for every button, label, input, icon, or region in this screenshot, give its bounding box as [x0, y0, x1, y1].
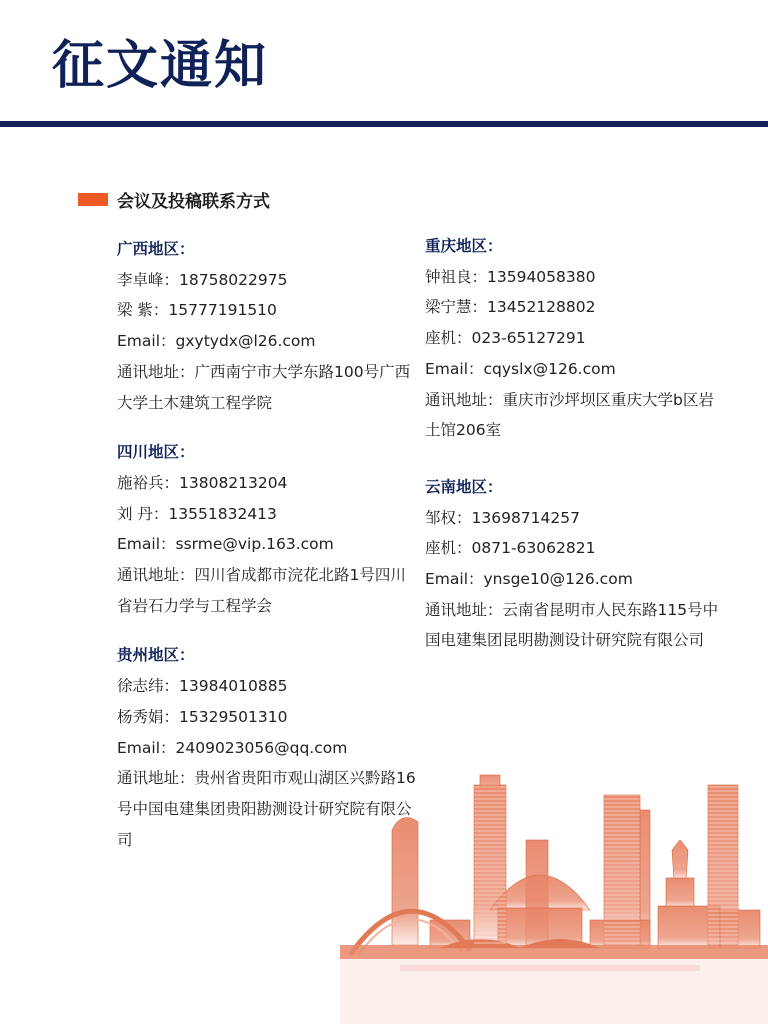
title-divider: [0, 121, 768, 127]
region-guangxi: [117, 234, 417, 418]
contact-line: 杨秀娟：15329501310: [117, 707, 288, 726]
contact-line: 徐志纬：13984010885: [117, 677, 288, 696]
region-title: 四川地区：: [117, 443, 195, 462]
contact-line: 邹权：13698714257: [425, 508, 580, 527]
section-marker: [78, 193, 108, 206]
address-line: 通讯地址：广西南宁市大学东路100号广西大学土木建筑工程学院: [117, 362, 411, 412]
contact-line: 梁宁慧：13452128802: [425, 298, 596, 317]
section-heading: [78, 185, 270, 213]
region-title: 云南地区：: [425, 477, 503, 496]
contact-column-right: [425, 231, 725, 675]
city-skyline-illustration: [340, 770, 768, 1024]
region-title: 广西地区：: [117, 240, 195, 258]
region-sichuan: [117, 437, 417, 621]
region-title: 贵州地区：: [117, 646, 195, 665]
region-chongqing: [425, 231, 725, 446]
address-line: 通讯地址：四川省成都市浣花北路1号四川省岩石力学与工程学会: [117, 566, 406, 615]
contact-line: 钟祖良：13594058380: [425, 267, 596, 286]
email-line: Email：2409023056@qq.com: [117, 738, 348, 757]
region-yunnan: [425, 472, 725, 656]
phone-line: 座机：0871-63062821: [425, 539, 596, 558]
page-title: 征文通知: [52, 36, 269, 96]
region-title: 重庆地区：: [425, 237, 503, 255]
email-line: Email：ssrme@vip.163.com: [117, 535, 334, 554]
email-line: Email：cqyslx@126.com: [425, 359, 616, 378]
contact-line: 李卓峰：18758022975: [117, 270, 288, 289]
email-line: Email：ynsge10@126.com: [425, 570, 633, 589]
address-line: 通讯地址：贵州省贵阳市观山湖区兴黔路16号中国电建集团贵阳勘测设计研究院有限公司: [117, 769, 416, 849]
phone-line: 座机：023-65127291: [425, 329, 586, 348]
contact-line: 梁 紫：15777191510: [117, 301, 277, 320]
address-line: 通讯地址：重庆市沙坪坝区重庆大学b区岩土馆206室: [425, 390, 714, 440]
address-line: 通讯地址：云南省昆明市人民东路115号中国电建集团昆明勘测设计研究院有限公司: [425, 600, 719, 650]
contact-line: 刘 丹：13551832413: [117, 504, 277, 523]
contact-line: 施裕兵：13808213204: [117, 473, 288, 492]
email-line: Email：gxytydx@l26.com: [117, 332, 316, 351]
section-heading-label: 会议及投稿联系方式: [117, 191, 270, 212]
